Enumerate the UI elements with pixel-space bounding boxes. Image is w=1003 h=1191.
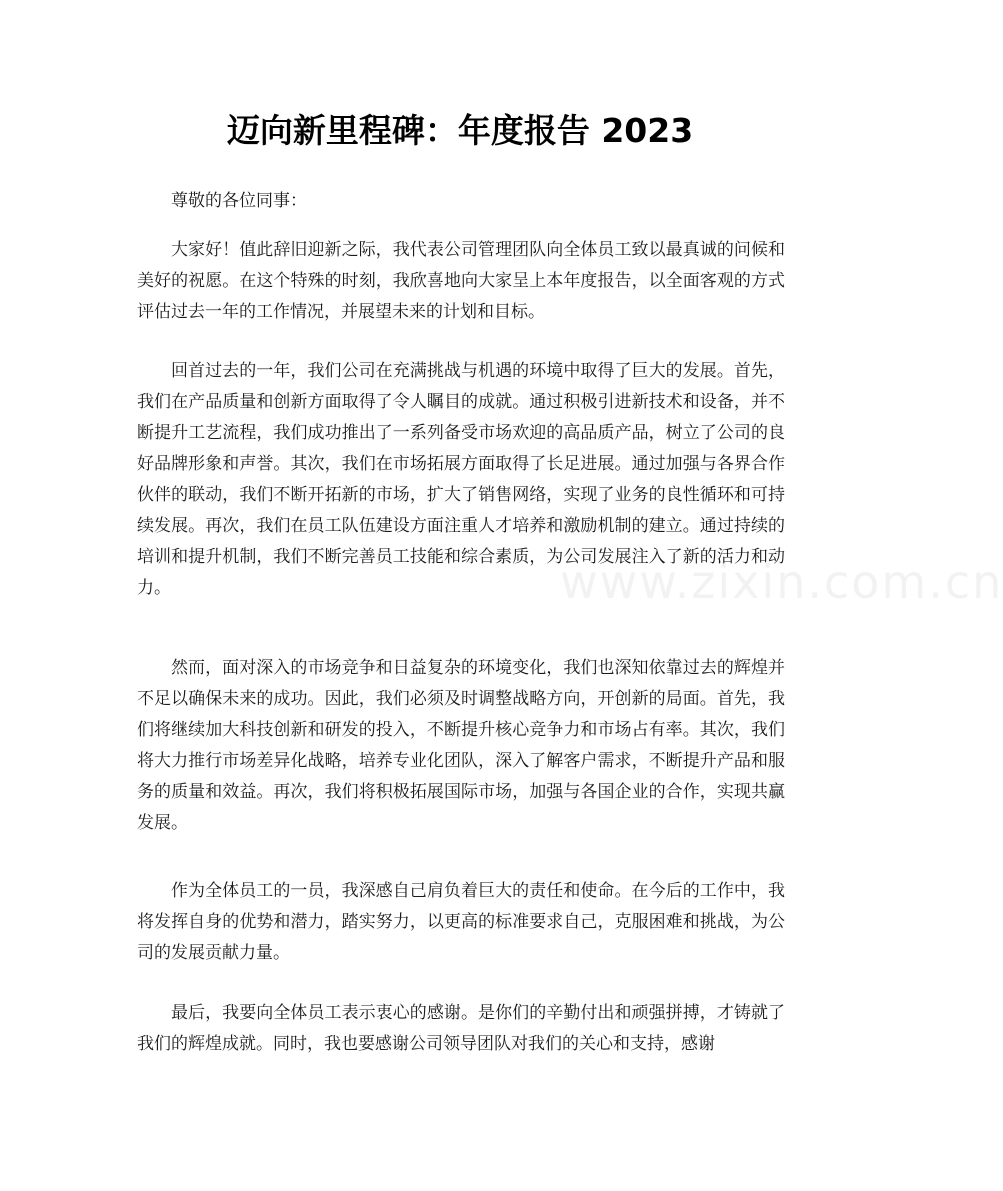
paragraph-strategy: 然而，面对深入的市场竞争和日益复杂的环境变化，我们也深知依靠过去的辉煌并不足以确保未来的成功。因此，我们必须及时调整战略方向，开创新的局面。首先，我们将继续加大科技创新和研发的投入，不断提升核心竞争力和市场占有率。其次，我们将大力推行市场差异化战略，培养专业化团队，深入了解客户需求，不断提升产品和服务的质量和效益。再次，我们将积极拓展国际市场，加强与各国企业的合作，实现共赢发展。 — [137, 658, 785, 833]
paragraph-greeting: 大家好！值此辞旧迎新之际，我代表公司管理团队向全体员工致以最真诚的问候和美好的祝愿。在这个特殊的时刻，我欣喜地向大家呈上本年度报告，以全面客观的方式评估过去一年的工作情况，并展望未来的计划和目标。 — [137, 240, 785, 322]
page-title: 迈向新里程碑：年度报告 2023 — [226, 111, 694, 150]
watermark: www.zixin.com.cn — [560, 555, 1003, 609]
paragraph-review: 回首过去的一年，我们公司在充满挑战与机遇的环境中取得了巨大的发展。首先，我们在产品质量和创新方面取得了令人瞩目的成就。通过积极引进新技术和设备，并不断提升工艺流程，我们成功推出了一系列备受市场欢迎的高品质产品，树立了公司的良好品牌形象和声誉。其次，我们在市场拓展方面取得了长足进展。通过加强与各界合作伙伴的联动，我们不断开拓新的市场，扩大了销售网络，实现了业务的良性循环和可持续发展。再次，我们在员工队伍建设方面注重人才培养和激励机制的建立。通过持续的培训和提升机制，我们不断完善员工技能和综合素质，为公司发展注入了新的活力和动力。 — [137, 361, 785, 598]
paragraph-commitment: 作为全体员工的一员，我深感自己肩负着巨大的责任和使命。在今后的工作中，我将发挥自身的优势和潜力，踏实努力，以更高的标准要求自己，克服困难和挑战，为公司的发展贡献力量。 — [137, 881, 785, 963]
salutation: 尊敬的各位同事： — [171, 191, 307, 211]
paragraph-thanks: 最后，我要向全体员工表示衷心的感谢。是你们的辛勤付出和顽强拼搏，才铸就了我们的辉煌成就。同时，我也要感谢公司领导团队对我们的关心和支持，感谢 — [137, 1003, 785, 1054]
